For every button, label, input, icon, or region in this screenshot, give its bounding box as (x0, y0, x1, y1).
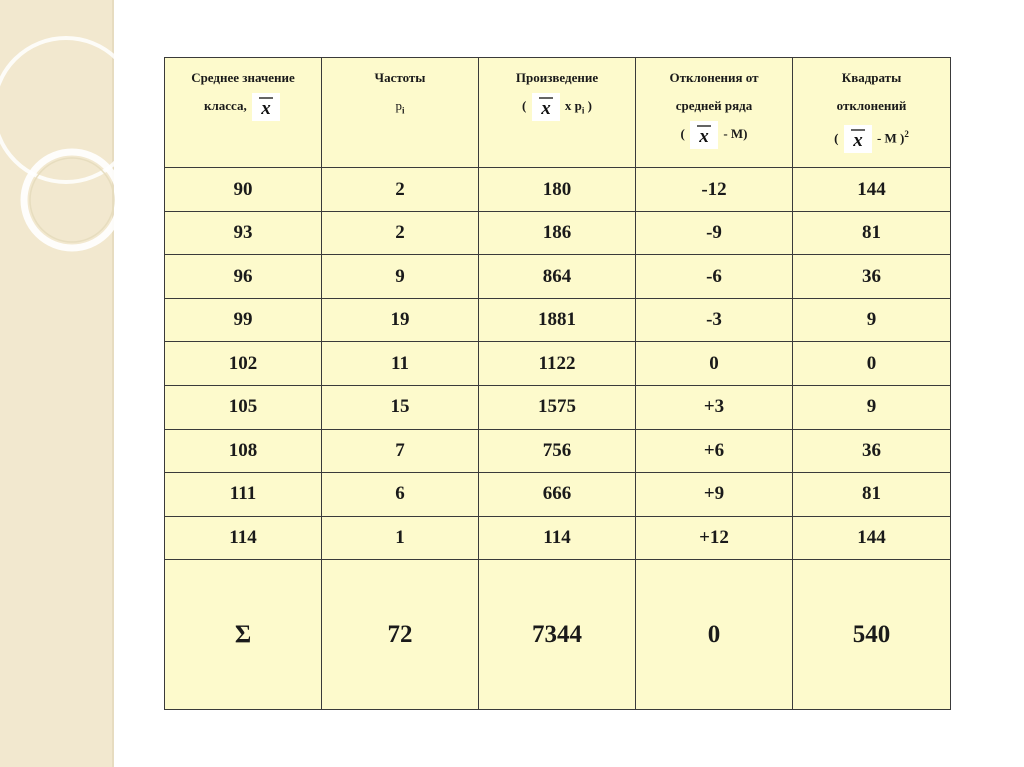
header-squared-line1: Квадраты (841, 70, 902, 85)
cell-deviation: +6 (636, 429, 793, 473)
totals-deviation: 0 (636, 560, 793, 710)
header-squared-deviations (793, 58, 951, 168)
header-product-close: ) (587, 98, 592, 113)
header-class-mean-line1: Среднее значение (191, 70, 295, 85)
cell-squared-deviation: 36 (793, 255, 951, 299)
header-squared-line2: отклонений (836, 98, 907, 113)
cell-product: 114 (479, 516, 636, 560)
cell-frequency: 11 (322, 342, 479, 386)
header-frequencies (322, 58, 479, 168)
header-deviations-open: ( (680, 126, 685, 141)
cell-product: 1881 (479, 298, 636, 342)
cell-class-mean: 99 (165, 298, 322, 342)
cell-frequency: 2 (322, 168, 479, 212)
cell-product: 186 (479, 211, 636, 255)
table-row (165, 342, 951, 386)
cell-squared-deviation: 81 (793, 211, 951, 255)
table-row (165, 386, 951, 430)
table-totals-row (165, 560, 951, 710)
header-deviations-line1: Отклонения от (669, 70, 759, 85)
cell-class-mean: 105 (165, 386, 322, 430)
cell-class-mean: 108 (165, 429, 322, 473)
header-product (479, 58, 636, 168)
cell-frequency: 9 (322, 255, 479, 299)
cell-frequency: 2 (322, 211, 479, 255)
table-header-row (165, 58, 951, 168)
x-bar-letter: x (540, 98, 551, 120)
cell-product: 1122 (479, 342, 636, 386)
cell-class-mean: 114 (165, 516, 322, 560)
cell-squared-deviation: 0 (793, 342, 951, 386)
table-row (165, 255, 951, 299)
header-deviations-line2: средней ряда (675, 98, 753, 113)
cell-class-mean: 96 (165, 255, 322, 299)
header-deviations (636, 58, 793, 168)
cell-deviation: -12 (636, 168, 793, 212)
header-product-times: x (564, 98, 572, 113)
totals-product: 7344 (479, 560, 636, 710)
x-bar-symbol (690, 121, 718, 149)
x-bar-letter: x (852, 130, 863, 152)
cell-squared-deviation: 36 (793, 429, 951, 473)
cell-deviation: 0 (636, 342, 793, 386)
header-squared-rest: - M ) (876, 130, 905, 146)
totals-sigma-symbol: Σ (165, 560, 322, 710)
table-row (165, 429, 951, 473)
cell-product: 1575 (479, 386, 636, 430)
header-squared-sup: 2 (904, 129, 909, 139)
header-frequencies-line1: Частоты (374, 70, 426, 85)
x-bar-symbol (252, 93, 280, 121)
cell-product: 756 (479, 429, 636, 473)
table-row (165, 473, 951, 517)
totals-squared-deviation: 540 (793, 560, 951, 710)
statistics-table-wrapper (164, 57, 950, 710)
cell-frequency: 6 (322, 473, 479, 517)
table-row (165, 298, 951, 342)
cell-squared-deviation: 144 (793, 516, 951, 560)
header-product-p: p (574, 98, 582, 113)
totals-frequency: 72 (322, 560, 479, 710)
table-row (165, 516, 951, 560)
x-bar-letter: x (261, 98, 271, 120)
header-product-open: ( (522, 98, 527, 113)
cell-class-mean: 93 (165, 211, 322, 255)
cell-class-mean: 111 (165, 473, 322, 517)
header-class-mean-line2: класса, (204, 98, 247, 113)
x-bar-symbol (532, 93, 560, 121)
cell-deviation: +3 (636, 386, 793, 430)
table-row (165, 168, 951, 212)
header-frequencies-sub: i (401, 105, 405, 116)
cell-product: 864 (479, 255, 636, 299)
cell-deviation: +9 (636, 473, 793, 517)
cell-deviation: -9 (636, 211, 793, 255)
x-bar-letter: x (699, 126, 709, 148)
x-bar-symbol (844, 125, 872, 153)
cell-squared-deviation: 144 (793, 168, 951, 212)
cell-class-mean: 102 (165, 342, 322, 386)
cell-deviation: -3 (636, 298, 793, 342)
cell-frequency: 15 (322, 386, 479, 430)
cell-deviation: +12 (636, 516, 793, 560)
header-frequencies-p: p (395, 98, 402, 113)
header-class-mean (165, 58, 322, 168)
cell-frequency: 7 (322, 429, 479, 473)
cell-product: 666 (479, 473, 636, 517)
statistics-table (164, 57, 951, 710)
cell-product: 180 (479, 168, 636, 212)
header-product-line1: Произведение (515, 70, 599, 85)
decor-rings-icon (0, 0, 140, 767)
header-deviations-rest: - M) (723, 126, 748, 141)
table-row (165, 211, 951, 255)
cell-squared-deviation: 81 (793, 473, 951, 517)
cell-frequency: 1 (322, 516, 479, 560)
cell-class-mean: 90 (165, 168, 322, 212)
cell-frequency: 19 (322, 298, 479, 342)
header-squared-open: ( (834, 130, 839, 146)
header-product-sub: i (581, 105, 585, 116)
cell-squared-deviation: 9 (793, 386, 951, 430)
cell-deviation: -6 (636, 255, 793, 299)
cell-squared-deviation: 9 (793, 298, 951, 342)
